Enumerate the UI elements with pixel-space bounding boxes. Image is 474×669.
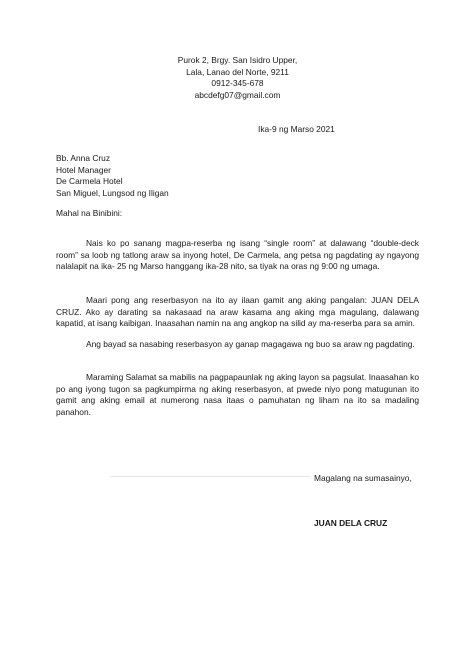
complimentary-closing: Magalang na sumasainyo, [314, 473, 412, 483]
recipient-address [56, 153, 169, 199]
sender-address-line-2: Lala, Lanao del Norte, 9211 [186, 66, 289, 77]
sender-address [120, 55, 355, 101]
recipient-name: Bb. Anna Cruz [56, 153, 111, 163]
sender-phone: 0912-345-678 [211, 78, 264, 88]
letter-date: Ika-9 ng Marso 2021 [258, 124, 335, 134]
body-paragraph-4: Maraming Salamat sa mabilis na pagpapaunlak ng aking layon sa pagsulat. Inaasahan ko po ang iyong tugon sa pagkumpirma ng aking reserbasyon, at pwede niyo pong matugunan ito gamit ang aking email at numerong nasa itaas o pamuhatan ng liham na ito sa madaling panahon. [56, 372, 419, 417]
signature-name: JUAN DELA CRUZ [314, 518, 388, 528]
salutation: Mahal na Binibini: [56, 208, 123, 218]
body-paragraph-2: Maari pong ang reserbasyon na ito ay ilaan gamit ang aking pangalan: JUAN DELA CRUZ. Ako ay darating sa nakasaad na araw kasama ang aking mga magulang, dalawang kapatid, at isang kaibigan. Inaasahan namin na ang angkop na silid ay ma-reserba para sa amin. [56, 295, 419, 328]
sender-email: abcdefg07@gmail.com [194, 89, 281, 100]
body-paragraph-1: Nais ko po sanang magpa-reserba ng isang “single room” at dalawang “double-deck room” sa loob ng tatlong araw sa inyong hotel, De Carmela, ang petsa ng pagdating ay ngayong nalalapit na ika- 25 ng Marso hanggang ika-28 nito, sa tiyak na oras ng 9:00 ng umaga. [56, 238, 419, 271]
sender-address-line-1: Purok 2, Brgy. San Isidro Upper, [177, 55, 298, 65]
faint-divider [110, 476, 310, 477]
recipient-title: Hotel Manager [56, 164, 111, 175]
recipient-hotel: De Carmela Hotel [56, 176, 123, 186]
recipient-location: San Miguel, Lungsod ng Iligan [56, 187, 169, 198]
body-paragraph-3: Ang bayad sa nasabing reserbasyon ay ganap magagawa ng buo sa araw ng pagdating. [86, 339, 415, 349]
